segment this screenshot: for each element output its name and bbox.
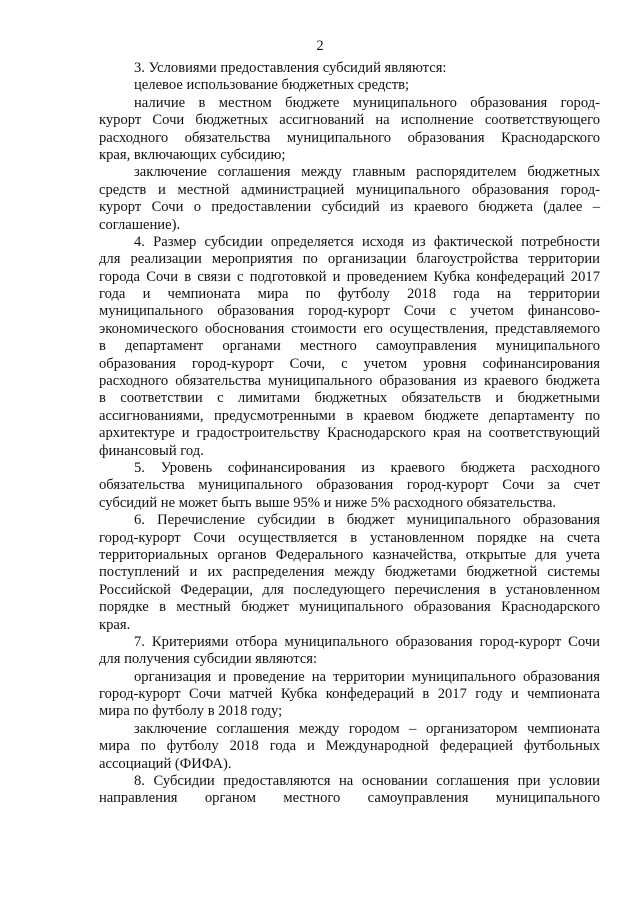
text-line: средств и местной администрацией муниципального образования город- <box>99 181 600 198</box>
text-line: экономического обоснования стоимости его осуществления, представляемого <box>99 320 600 337</box>
text-line: порядке в местный бюджет муниципального образования Краснодарского <box>99 599 600 616</box>
text-line: заключение соглашения между главным распорядителем бюджетных <box>134 164 600 181</box>
paragraph <box>99 95 600 165</box>
text-line: для получения субсидии являются: <box>99 651 318 668</box>
text-line: расходного обязательства муниципального образования Краснодарского <box>99 129 600 146</box>
text-line: финансовый год. <box>99 442 204 459</box>
text-line: Российской Федерации, для последующего перечисления в установленном <box>99 581 600 598</box>
text-line: для реализации мероприятия по организации благоустройства территории <box>99 251 600 268</box>
paragraph <box>99 634 600 669</box>
text-line: муниципального образования город-курорт Сочи с учетом финансово- <box>99 303 600 320</box>
paragraph <box>99 669 600 721</box>
text-line: территориальных органов Федерального казначейства, открытые для учета <box>99 546 600 563</box>
text-line: края. <box>99 616 131 633</box>
text-line: мира по футболу 2018 года и Международной федерацией футбольных <box>99 738 600 755</box>
paragraph <box>99 721 600 773</box>
paragraph <box>99 773 600 808</box>
text-line: образования город-курорт Сочи, с учетом уровня софинансирования <box>99 355 600 372</box>
text-line: целевое использование бюджетных средств; <box>134 77 410 94</box>
text-line: город-курорт Сочи матчей Кубка конфедераций в 2017 году и чемпионата <box>99 686 600 703</box>
text-line: мира по футболу в 2018 году; <box>99 703 283 720</box>
text-line: 4. Размер субсидии определяется исходя из фактической потребности <box>134 233 600 250</box>
document-body <box>99 60 600 808</box>
text-line: края, включающих субсидию; <box>99 146 286 163</box>
text-line: в департамент органами местного самоуправления муниципального <box>99 338 600 355</box>
text-line: в соответствии с лимитами бюджетных обязательств и бюджетными <box>99 390 600 407</box>
paragraph <box>99 460 600 512</box>
text-line: расходного обязательства муниципального образования из краевого бюджета <box>99 373 600 390</box>
paragraph <box>99 512 600 634</box>
text-line: субсидий не может быть выше 95% и ниже 5% расходного обязательства. <box>99 494 557 511</box>
page-number: 2 <box>316 38 324 54</box>
text-line: поступлений и их распределения между бюджетами бюджетной системы <box>99 564 600 581</box>
text-line: ассигнованиями, предусмотренными в краевом бюджете департаменту по <box>99 407 600 424</box>
text-line: курорт Сочи бюджетных ассигнований на исполнение соответствующего <box>99 112 600 129</box>
text-line: направления органом местного самоуправления муниципального <box>99 790 600 807</box>
text-line: ассоциаций (ФИФА). <box>99 755 232 772</box>
paragraph <box>99 164 600 234</box>
text-line: заключение соглашения между городом – организатором чемпионата <box>134 720 600 737</box>
text-line: города Сочи в связи с подготовкой и проведением Кубка конфедераций 2017 <box>99 268 600 285</box>
text-line: архитектуре и градостроительству Краснодарского края на соответствующий <box>99 425 600 442</box>
paragraph <box>99 234 600 460</box>
text-line: года и чемпионата мира по футболу 2018 года на территории <box>99 286 600 303</box>
text-line: город-курорт Сочи осуществляется в установленном порядке на счета <box>99 529 600 546</box>
text-line: обязательства муниципального образования город-курорт Сочи за счет <box>99 477 600 494</box>
text-line: организация и проведение на территории муниципального образования <box>134 668 600 685</box>
text-line: 3. Условиями предоставления субсидий являются: <box>134 60 447 76</box>
text-line: 8. Субсидии предоставляются на основании соглашения при условии <box>134 773 600 790</box>
text-line: 6. Перечисление субсидии в бюджет муниципального образования <box>134 512 600 529</box>
text-line: соглашение). <box>99 216 181 233</box>
text-line: курорт Сочи о предоставлении субсидий из краевого бюджета (далее – <box>99 199 600 216</box>
text-line: 5. Уровень софинансирования из краевого бюджета расходного <box>134 459 600 476</box>
paragraph <box>99 60 600 77</box>
text-line: наличие в местном бюджете муниципального образования город- <box>134 94 600 111</box>
paragraph <box>99 77 600 94</box>
text-line: 7. Критериями отбора муниципального образования город-курорт Сочи <box>134 633 600 650</box>
